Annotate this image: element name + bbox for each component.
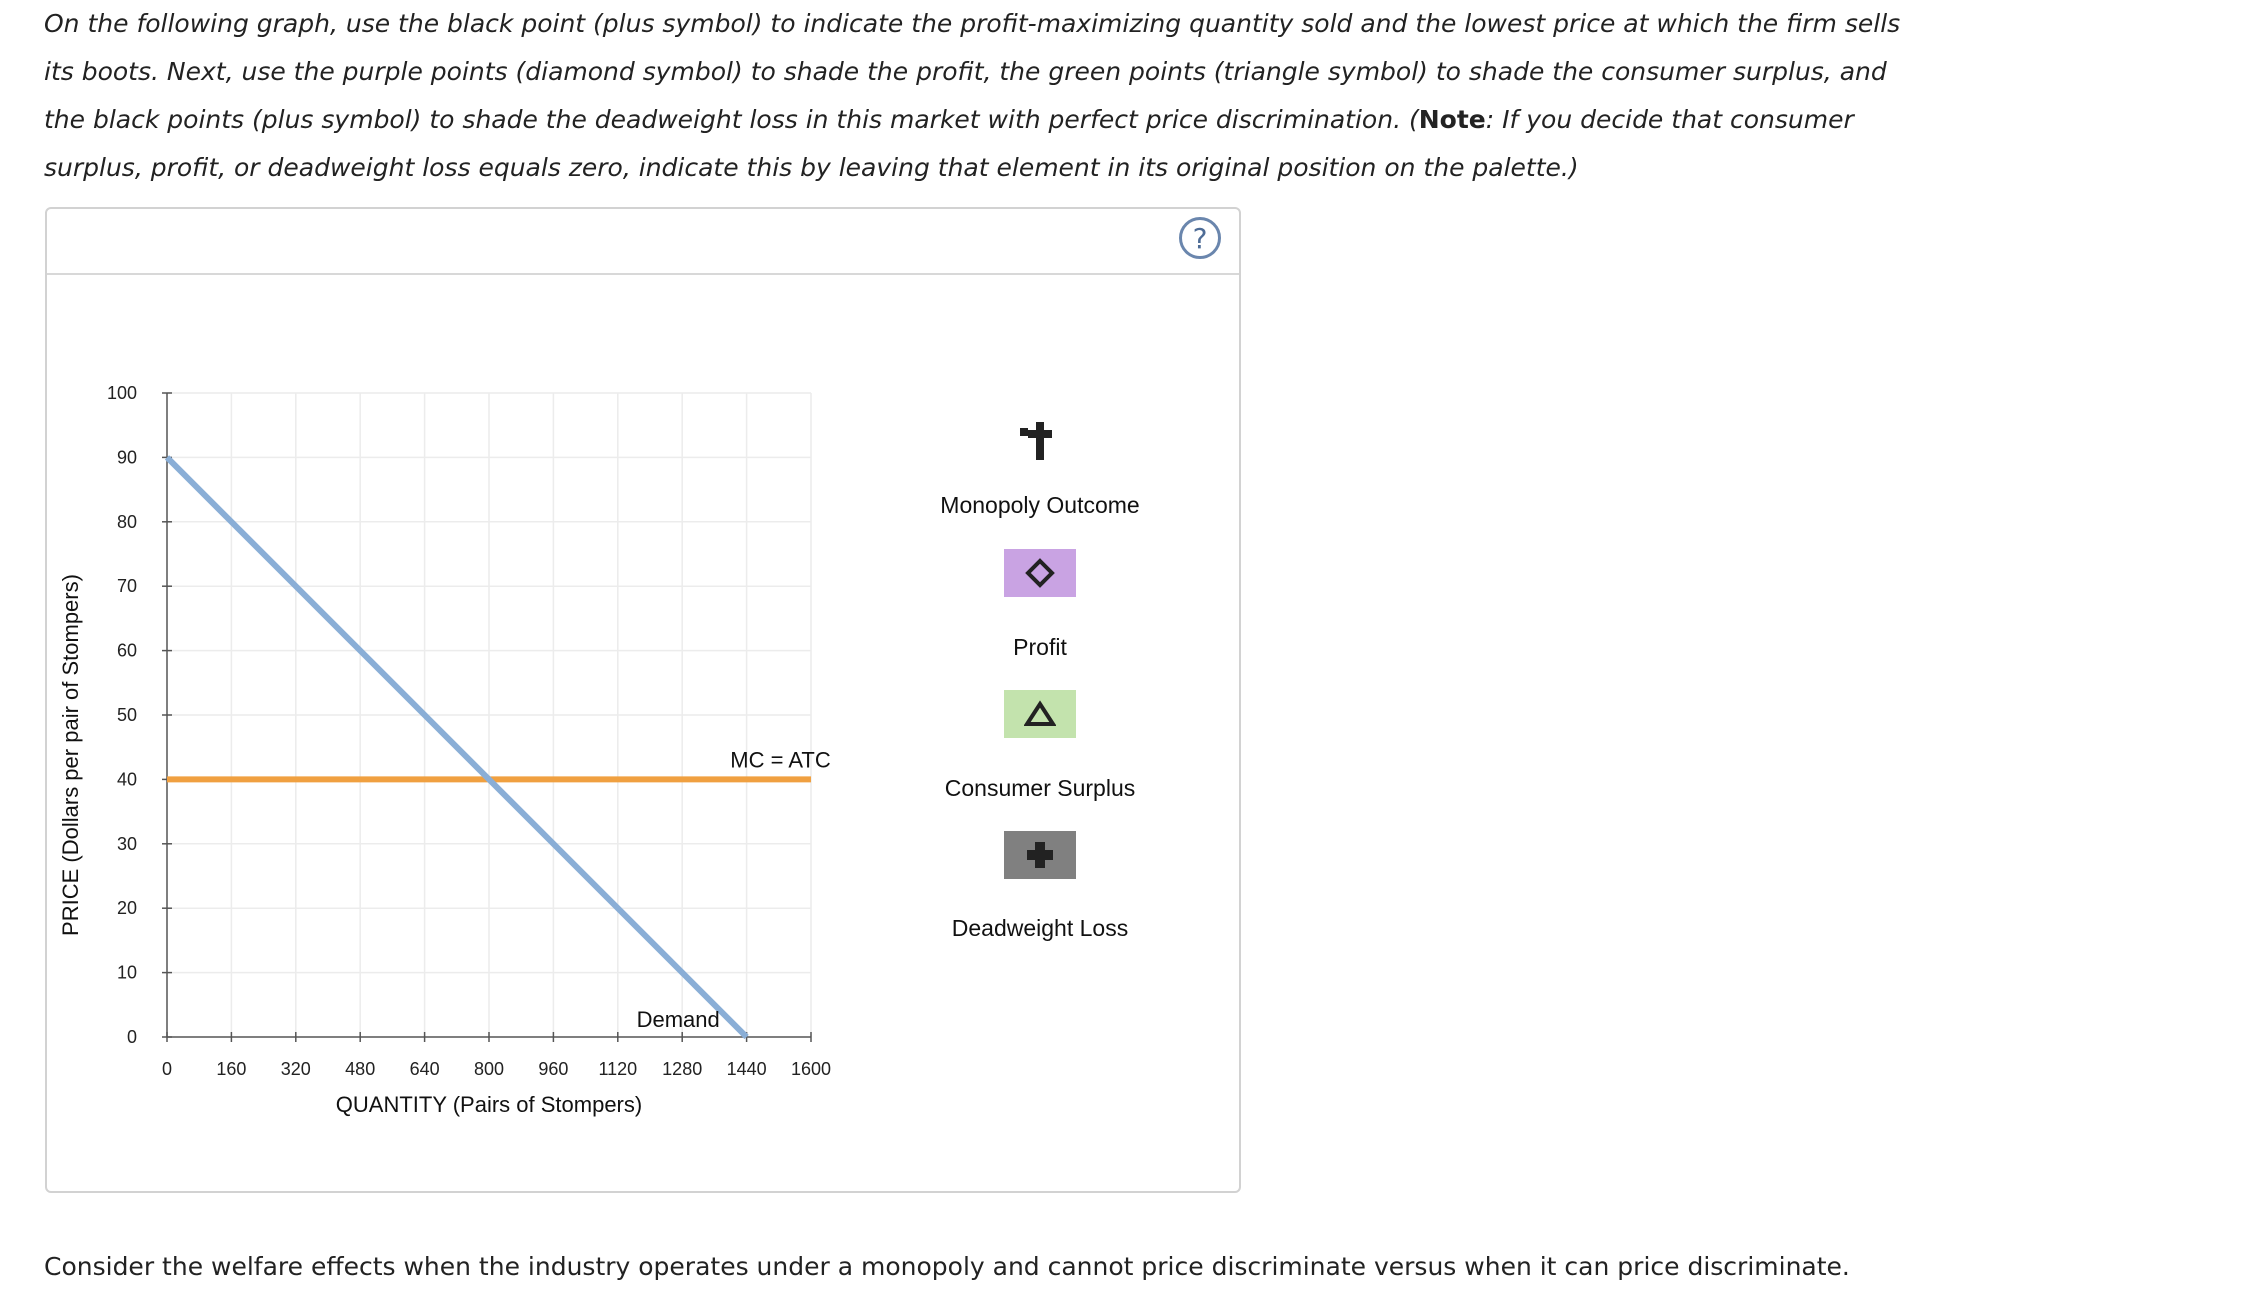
x-tick-label: 0 [161,1059,173,1079]
consumer-surplus-tool[interactable] [1004,690,1076,738]
y-tick-label: 80 [116,511,137,532]
diamond-icon [1025,558,1055,588]
x-tick-label: 1280 [662,1059,703,1079]
y-axis-label: PRICE (Dollars per pair of Stompers) [58,574,83,936]
triangle-icon [1024,700,1056,728]
x-tick-label: 160 [216,1059,247,1079]
y-tick-label: 70 [116,576,137,597]
y-tick-label: 10 [116,962,137,983]
plus-icon [1010,418,1070,462]
x-tick-label: 1440 [726,1059,767,1079]
y-tick-label: 20 [116,898,137,919]
x-axis-label: QUANTITY (Pairs of Stompers) [335,1092,643,1117]
axes [162,393,811,1042]
x-tick-label: 480 [345,1059,376,1079]
instructions-part2: : If you decide that consumer surplus, profit, or deadweight loss equals zero, indicate this by leaving that element in its original position on the palette.) [44,105,1854,182]
demand-label: Demand [636,1007,720,1032]
y-tick-label: 100 [106,383,137,403]
x-tick-label: 1600 [790,1059,832,1079]
grid [167,393,811,1037]
y-tick-label: 30 [116,833,137,854]
consumer-surplus-label: Consumer Surplus [944,775,1136,801]
demand-line [167,457,747,1037]
plus-icon [1024,839,1056,871]
y-tick-label: 90 [116,447,137,468]
y-tick-label: 60 [116,640,137,661]
footer-text: Consider the welfare effects when the industry operates under a monopoly and cannot price discriminate versus when it can price discriminate. [44,1252,1850,1281]
x-tick-label: 800 [473,1059,505,1079]
x-tick-label: 1120 [598,1059,638,1079]
mc-atc-label: MC = ATC [730,747,831,773]
monopoly-outcome-label: Monopoly Outcome [940,492,1140,518]
deadweight-loss-tool[interactable] [1004,831,1076,879]
y-tick-label: 40 [116,769,137,790]
x-tick-label: 960 [538,1059,569,1079]
x-tick-label: 640 [409,1059,440,1079]
y-tick-label: 0 [126,1027,137,1047]
labels [58,383,831,1117]
profit-tool[interactable] [1004,549,1076,597]
x-tick-label: 320 [280,1059,311,1079]
help-icon: ? [1192,221,1208,255]
note-label: Note [1418,105,1486,134]
deadweight-loss-label: Deadweight Loss [951,915,1129,941]
y-tick-label: 50 [116,705,137,725]
monopoly-outcome-tool[interactable] [1010,418,1070,462]
profit-label: Profit [1013,634,1067,660]
instructions-part1: On the following graph, use the black point (plus symbol) to indicate the profit-maximizing quantity sold and the lowest price at which the firm sells its boots. Next, use the purple points (diamond symbol) to shade the profit, the green points (triangle symbol) to shade the consumer surplus, and the black points (plus symbol) to shade the deadweight loss in this market with perfect price discrimination. ( [44,9,1901,134]
